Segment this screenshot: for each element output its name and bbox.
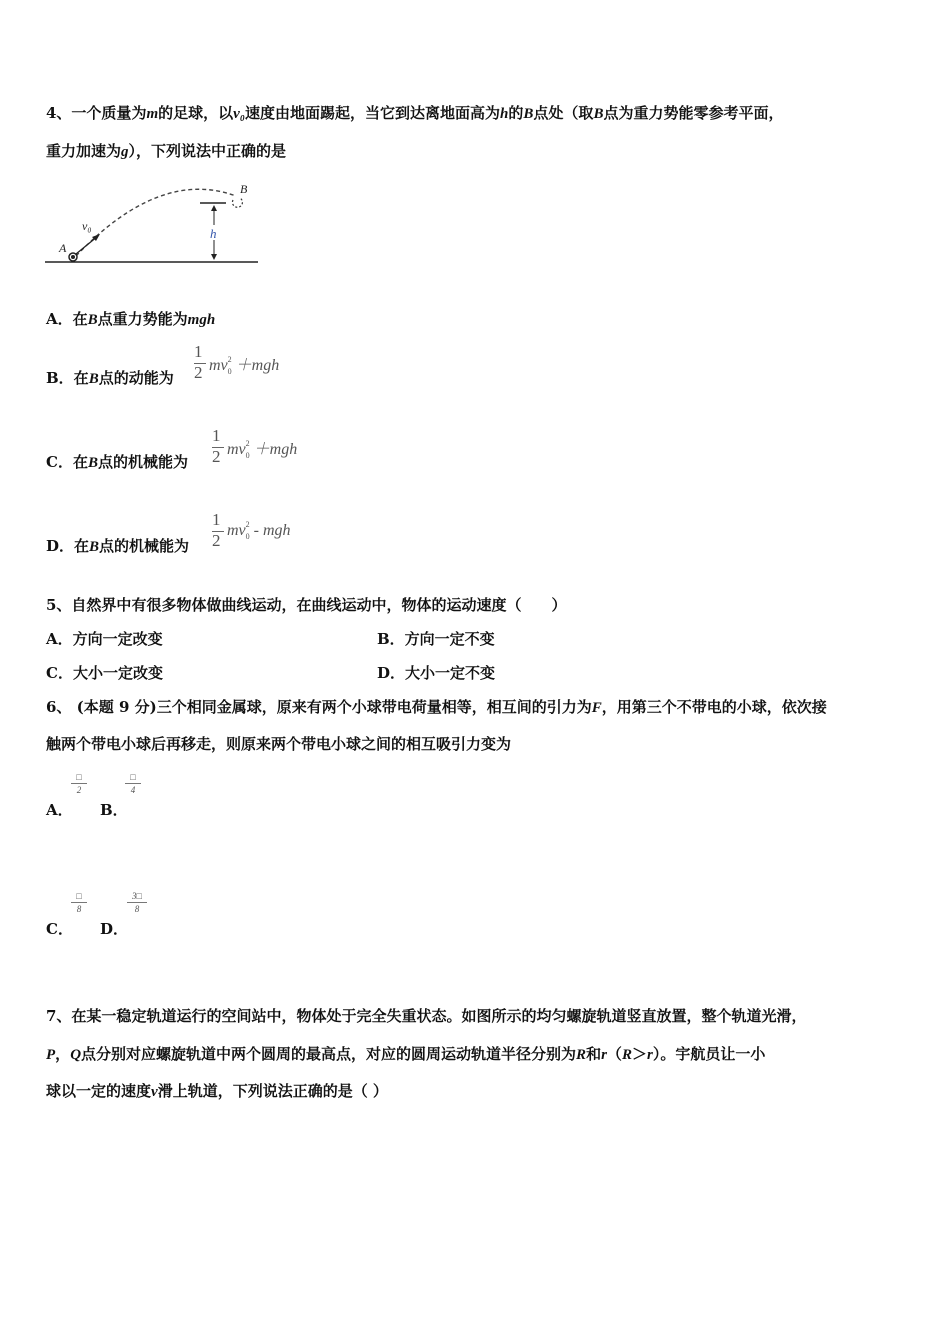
var-v0: v₀	[233, 106, 246, 122]
ball-center-icon	[71, 255, 75, 259]
expr-sub: 0	[245, 451, 250, 460]
ball-b-icon	[232, 198, 242, 207]
var-B: B	[87, 312, 98, 328]
expr-sup: 2	[245, 520, 250, 529]
q5-option-d[interactable]: D．大小一定不变	[377, 664, 496, 682]
q6-option-b[interactable]: B．	[100, 801, 128, 819]
var-B: B	[89, 539, 100, 555]
q7-text: 滑上轨道，下列说法正确的是（ ）	[157, 1082, 388, 1100]
expr-plus-mgh: ＋mgh	[253, 441, 298, 458]
q5-option-a[interactable]: A．方向一定改变	[46, 630, 163, 648]
expr-sub: 0	[227, 367, 232, 376]
q7-stem-line1: 7、在某一稳定轨道运行的空间站中，物体处于完全失重状态。如图所示的均匀螺旋轨道竖直放置，整个轨道光滑，	[46, 1007, 807, 1025]
var-v: v	[151, 1084, 158, 1100]
label-h: h	[210, 226, 217, 241]
option-text: 点的动能为	[98, 369, 174, 387]
expr-mv: mv	[209, 357, 228, 374]
frac-den: 8	[134, 904, 140, 914]
q5-option-b[interactable]: B．方向一定不变	[377, 630, 495, 648]
q6-frac-a	[71, 772, 87, 795]
expr-mv: mv	[227, 522, 246, 539]
q4-stem-line1	[46, 102, 783, 123]
option-text: 点的机械能为	[99, 537, 190, 555]
frac-den: 2	[76, 785, 82, 795]
var-m: m	[146, 106, 159, 122]
q7-text: ）。宇航员让一小	[652, 1045, 766, 1063]
q4-option-c[interactable]	[46, 451, 188, 472]
q4-option-d[interactable]	[46, 535, 189, 556]
label-B: B	[240, 182, 248, 196]
var-R: R	[621, 1047, 632, 1063]
option-text: 点的机械能为	[97, 453, 188, 471]
q6-frac-d	[127, 891, 147, 914]
var-mgh: mgh	[187, 312, 216, 328]
q4-text: 的	[508, 104, 524, 122]
var-R: R	[576, 1047, 587, 1063]
q7-text: 点分别对应螺旋轨道中两个圆周的最高点，对应的圆周运动轨道半径分别为	[81, 1045, 577, 1063]
q5-stem: 5、自然界中有很多物体做曲线运动，在曲线运动中，物体的运动速度（ ）	[46, 596, 567, 614]
frac-num: □	[130, 772, 136, 782]
q7-text: 和	[586, 1045, 602, 1063]
frac-num: □	[76, 772, 82, 782]
option-text: 点重力势能为	[97, 310, 188, 328]
var-B: B	[87, 455, 98, 471]
q6-text: 6、 (本题 9 分)三个相同金属球，原来有两个小球带电荷量相等，相互间的引力为	[46, 698, 592, 716]
q4-text: 点为重力势能零参考平面，	[603, 104, 784, 122]
var-r: r	[646, 1047, 653, 1063]
q7-text: ＞	[631, 1045, 647, 1063]
arrowhead-down-icon	[211, 254, 217, 260]
q4-text: 点处（取	[533, 104, 594, 122]
var-r: r	[601, 1047, 607, 1063]
q4-text: ），下列说法中正确的是	[128, 142, 287, 160]
option-text: A．在	[46, 310, 88, 328]
q6-frac-c	[71, 891, 87, 914]
var-B: B	[593, 106, 604, 122]
label-A: A	[59, 241, 67, 255]
q4-option-a[interactable]	[46, 308, 215, 329]
q6-stem-line2: 触两个带电小球后再移走，则原来两个带电小球之间的相互吸引力变为	[46, 735, 512, 753]
expr-mv: mv	[227, 441, 246, 458]
var-h: h	[500, 106, 509, 122]
q6-frac-b	[125, 772, 141, 795]
frac-den: 2	[194, 363, 203, 382]
frac-den: 2	[212, 447, 221, 466]
var-P: P	[46, 1047, 56, 1063]
frac-num: 3□	[132, 891, 142, 901]
var-F: F	[591, 700, 602, 716]
q6-stem-line1	[46, 696, 827, 717]
var-B: B	[523, 106, 534, 122]
q6-option-a[interactable]: A．	[46, 801, 73, 819]
q4-stem-line2	[46, 140, 286, 161]
q7-text: ，	[55, 1045, 71, 1063]
frac-den: 8	[76, 904, 82, 914]
frac-num: 1	[194, 342, 203, 361]
q7-text: 球以一定的速度	[46, 1082, 152, 1100]
q7-stem-line2	[46, 1043, 765, 1064]
option-text: C．在	[46, 453, 88, 471]
q6-text: ，用第三个不带电的小球，依次接	[601, 698, 827, 716]
frac-num: 1	[212, 426, 221, 445]
expr-plus-mgh: ＋mgh	[235, 357, 280, 374]
q4-text: 重力加速为	[46, 142, 122, 160]
expr-sub: 0	[245, 532, 250, 541]
projectile-figure	[40, 178, 265, 270]
var-g: g	[121, 144, 129, 160]
var-B: B	[88, 371, 99, 387]
q7-text: （	[606, 1045, 622, 1063]
q6-option-d[interactable]: D．	[100, 920, 129, 938]
expr-sup: 2	[245, 439, 250, 448]
option-text: B．在	[46, 369, 89, 387]
label-v0: v₀	[82, 219, 92, 233]
trajectory-path	[76, 189, 236, 256]
q4-option-b[interactable]	[46, 367, 174, 388]
q6-option-c[interactable]: C．	[46, 920, 73, 938]
frac-den: 4	[130, 785, 136, 795]
expr-minus-mgh: - mgh	[253, 522, 291, 539]
q4-text: 4、一个质量为	[46, 104, 147, 122]
var-Q: Q	[70, 1047, 82, 1063]
arrowhead-up-icon	[211, 205, 217, 211]
frac-num: □	[76, 891, 82, 901]
expr-sup: 2	[227, 355, 232, 364]
frac-num: 1	[212, 510, 221, 529]
q4-text: 的足球，以	[158, 104, 234, 122]
q4-text: 速度由地面踢起，当它到达离地面高为	[245, 104, 501, 122]
option-text: D．在	[46, 537, 90, 555]
q7-stem-line3	[46, 1080, 388, 1101]
frac-den: 2	[212, 531, 221, 550]
q5-option-c[interactable]: C．大小一定改变	[46, 664, 163, 682]
